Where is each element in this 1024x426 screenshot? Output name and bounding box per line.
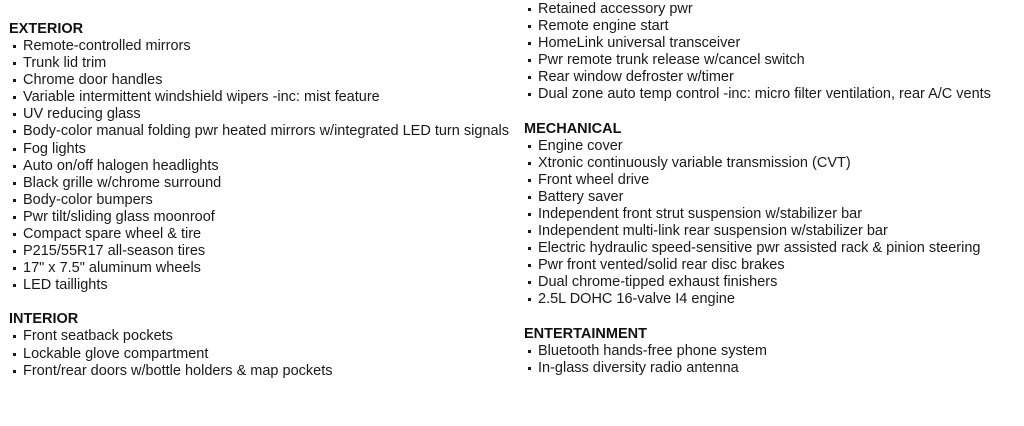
feature-item: Auto on/off halogen headlights [9, 158, 509, 175]
feature-item: 2.5L DOHC 16-valve I4 engine [524, 291, 1022, 308]
feature-item: Dual zone auto temp control -inc: micro filter ventilation, rear A/C vents [524, 86, 1022, 103]
feature-item: Remote engine start [524, 18, 1022, 35]
feature-item: Body-color manual folding pwr heated mirrors w/integrated LED turn signals [9, 123, 509, 140]
feature-item: Body-color bumpers [9, 192, 509, 209]
feature-item: 17" x 7.5" aluminum wheels [9, 260, 509, 277]
feature-item: Front seatback pockets [9, 328, 509, 345]
feature-item: Lockable glove compartment [9, 346, 509, 363]
feature-item: Dual chrome-tipped exhaust finishers [524, 274, 1022, 291]
feature-item: Trunk lid trim [9, 55, 509, 72]
section-gap [524, 309, 1022, 326]
feature-item: Front/rear doors w/bottle holders & map pockets [9, 363, 509, 380]
feature-item: Fog lights [9, 141, 509, 158]
continued-section [524, 1, 1022, 104]
left-column [9, 0, 509, 380]
mechanical-section [524, 121, 1022, 309]
feature-item: Rear window defroster w/timer [524, 69, 1022, 86]
feature-item: Remote-controlled mirrors [9, 38, 509, 55]
feature-item: Battery saver [524, 189, 1022, 206]
feature-item: HomeLink universal transceiver [524, 35, 1022, 52]
exterior-section [9, 21, 509, 294]
feature-item: Pwr tilt/sliding glass moonroof [9, 209, 509, 226]
exterior-list [9, 38, 509, 294]
feature-item: Pwr front vented/solid rear disc brakes [524, 257, 1022, 274]
feature-item: Chrome door handles [9, 72, 509, 89]
interior-list [9, 328, 509, 379]
entertainment-list [524, 343, 1022, 377]
feature-item: Black grille w/chrome surround [9, 175, 509, 192]
left-top-spacer [9, 0, 509, 21]
interior-heading: INTERIOR [9, 311, 79, 328]
mechanical-heading: MECHANICAL [524, 120, 622, 137]
feature-item: Engine cover [524, 138, 1022, 155]
feature-item: LED taillights [9, 277, 509, 294]
feature-item: Variable intermittent windshield wipers -inc: mist feature [9, 89, 509, 106]
feature-item: Front wheel drive [524, 172, 1022, 189]
feature-item: Pwr remote trunk release w/cancel switch [524, 52, 1022, 69]
entertainment-section [524, 326, 1022, 377]
feature-item: P215/55R17 all-season tires [9, 243, 509, 260]
feature-item: UV reducing glass [9, 106, 509, 123]
section-gap [524, 104, 1022, 121]
feature-item: Independent multi-link rear suspension w/stabilizer bar [524, 223, 1022, 240]
mechanical-list [524, 138, 1022, 309]
feature-item: Independent front strut suspension w/stabilizer bar [524, 206, 1022, 223]
feature-item: Electric hydraulic speed-sensitive pwr assisted rack & pinion steering [524, 240, 1022, 257]
feature-item: Xtronic continuously variable transmission (CVT) [524, 155, 1022, 172]
interior-section [9, 311, 509, 379]
feature-item: In-glass diversity radio antenna [524, 360, 1022, 377]
feature-item: Bluetooth hands-free phone system [524, 343, 1022, 360]
feature-item: Compact spare wheel & tire [9, 226, 509, 243]
feature-item: Retained accessory pwr [524, 1, 1022, 18]
section-gap [9, 294, 509, 311]
entertainment-heading: ENTERTAINMENT [524, 325, 647, 342]
continued-list [524, 1, 1022, 104]
right-column [524, 0, 1022, 377]
exterior-heading: EXTERIOR [9, 21, 84, 37]
